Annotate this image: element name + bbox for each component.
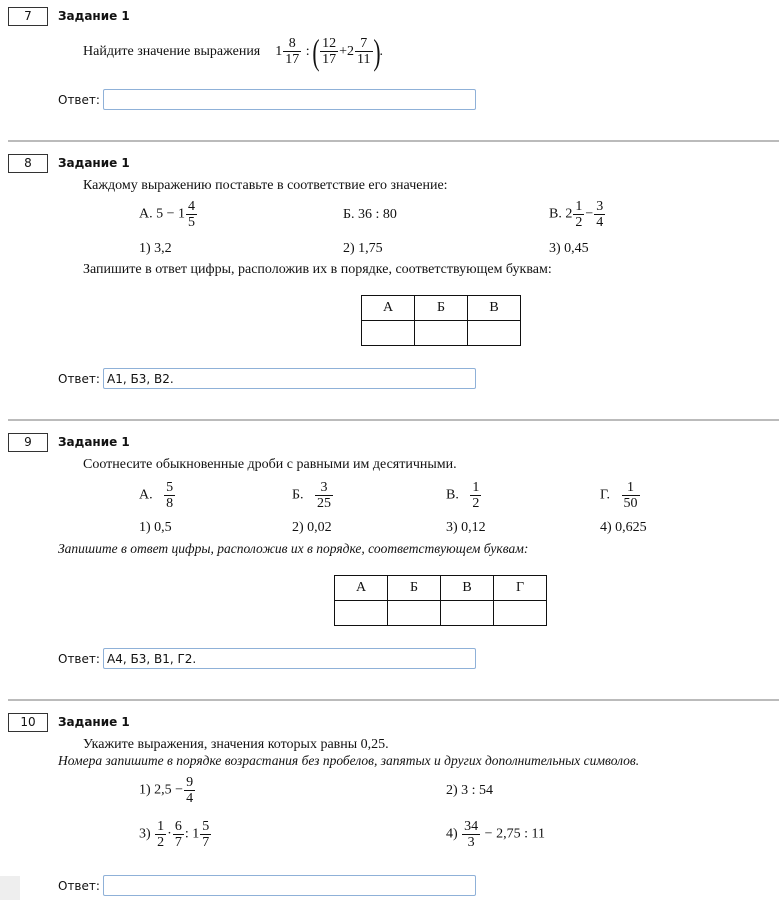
task-8-expr-c xyxy=(549,199,606,230)
frac-den: 50 xyxy=(623,496,638,511)
table-cell xyxy=(415,321,468,346)
task-9-option-2: 2) 0,02 xyxy=(292,520,332,535)
frac-den: 4 xyxy=(186,791,194,806)
expr-minus: − xyxy=(585,206,594,222)
task-7-prompt-line xyxy=(83,32,383,72)
expr-dot: · xyxy=(167,826,172,842)
table-cell xyxy=(468,321,521,346)
task-8-option-1: 1) 3,2 xyxy=(139,241,172,256)
expr-text: : 1 xyxy=(184,826,200,842)
frac-den: 2 xyxy=(575,215,583,230)
table-cell xyxy=(335,601,388,626)
expr-text: 5 − 1 xyxy=(156,206,186,222)
frac-den: 8 xyxy=(166,496,174,511)
fraction xyxy=(622,480,640,511)
task-8-title: Задание 1 xyxy=(58,156,130,170)
frac-num: 3 xyxy=(596,199,604,214)
task-7-answer-input[interactable] xyxy=(103,89,476,110)
task-9-option-4: 4) 0,625 xyxy=(600,520,647,535)
task-7-number: 7 xyxy=(8,7,48,26)
task-8-number: 8 xyxy=(8,154,48,173)
table-header-b: Б xyxy=(388,576,441,601)
letter-label: В. xyxy=(549,206,562,222)
expr-text: 36 : 80 xyxy=(358,207,397,222)
separator xyxy=(8,140,779,142)
task-7-expr xyxy=(275,31,384,72)
expr-text: 3 : 54 xyxy=(461,783,494,798)
expr-frac xyxy=(184,775,195,806)
frac-den: 2 xyxy=(472,496,480,511)
fraction xyxy=(164,480,175,511)
expr-frac xyxy=(573,199,584,230)
table-header-v: В xyxy=(441,576,494,601)
expr-frac xyxy=(155,819,166,850)
frac-den: 2 xyxy=(157,835,165,850)
expr-frac xyxy=(173,819,184,850)
table-cell xyxy=(441,601,494,626)
task-8-expr-b xyxy=(343,207,397,223)
option-label: 1) xyxy=(139,782,151,798)
expr-frac xyxy=(462,819,480,850)
close-paren: ) xyxy=(372,31,381,72)
letter-label: В. xyxy=(446,487,459,503)
letter-label: А. xyxy=(139,206,153,222)
frac-den: 5 xyxy=(188,215,196,230)
expr-period: . xyxy=(379,44,384,59)
letter-label: Г. xyxy=(600,487,611,503)
task-9-option-1: 1) 0,5 xyxy=(139,520,172,535)
task-9-frac-g xyxy=(600,480,641,511)
expr-frac-1 xyxy=(283,36,301,67)
task-8-expr-a xyxy=(139,199,198,230)
frac-num: 1 xyxy=(157,819,165,834)
scroll-corner xyxy=(0,876,20,900)
task-8-prompt: Каждому выражению поставьте в соответствие его значение: xyxy=(83,178,448,193)
task-10-expr-1 xyxy=(139,775,196,806)
expr-whole: 2 xyxy=(565,206,573,222)
frac-den: 17 xyxy=(322,52,337,68)
task-7-prompt: Найдите значение выражения xyxy=(83,44,261,59)
frac-num: 7 xyxy=(355,36,372,52)
task-10-number: 10 xyxy=(8,713,48,732)
task-9-frac-b xyxy=(292,480,334,511)
table-cell xyxy=(362,321,415,346)
task-10-expr-2 xyxy=(446,783,493,799)
table-header-a: А xyxy=(362,296,415,321)
letter-label: А. xyxy=(139,487,153,503)
frac-num: 9 xyxy=(186,775,194,790)
table-header-b: Б xyxy=(415,296,468,321)
task-10-title: Задание 1 xyxy=(58,715,130,729)
task-9-title: Задание 1 xyxy=(58,435,130,449)
task-9-prompt: Соотнесите обыкновенные дроби с равными им десятичными. xyxy=(83,457,457,472)
task-9-option-3: 3) 0,12 xyxy=(446,520,486,535)
option-label: 4) xyxy=(446,826,458,842)
frac-num: 4 xyxy=(188,199,196,214)
frac-den: 4 xyxy=(596,215,604,230)
table-cell xyxy=(388,601,441,626)
task-10-expr-4 xyxy=(446,819,545,850)
open-paren: ( xyxy=(312,31,320,72)
expr-frac-2 xyxy=(320,36,338,67)
task-8-instruction: Запишите в ответ цифры, расположив их в порядке, соответствующем буквам: xyxy=(83,262,552,277)
expr-text: − 2,75 : 11 xyxy=(484,826,545,842)
task-10-expr-3 xyxy=(139,819,212,850)
task-10-prompt: Укажите выражения, значения которых равны 0,25. xyxy=(83,737,389,752)
expr-frac-3 xyxy=(355,36,372,67)
separator xyxy=(8,699,779,701)
task-10-instruction: Номера запишите в порядке возрастания без пробелов, запятых и других дополнительных символов. xyxy=(58,753,640,768)
frac-num: 1 xyxy=(472,480,480,495)
expr-plus: + xyxy=(339,44,348,59)
task-8-option-2: 2) 1,75 xyxy=(343,241,383,256)
expr-frac xyxy=(200,819,211,850)
task-9-frac-v xyxy=(446,480,482,511)
frac-num: 6 xyxy=(174,819,182,834)
frac-num: 5 xyxy=(166,480,174,495)
task-9-number: 9 xyxy=(8,433,48,452)
task-9-answer-table xyxy=(334,575,547,626)
task-8-option-3: 3) 0,45 xyxy=(549,241,589,256)
task-10-answer-input[interactable] xyxy=(103,875,476,896)
letter-label: Б. xyxy=(343,207,355,222)
fraction xyxy=(315,480,333,511)
frac-num: 12 xyxy=(322,36,337,52)
separator xyxy=(8,419,779,421)
expr-frac xyxy=(186,199,197,230)
option-label: 3) xyxy=(139,826,151,842)
frac-den: 17 xyxy=(285,52,300,68)
task-9-instruction: Запишите в ответ цифры, расположив их в порядке, соответствующем буквам: xyxy=(58,541,529,556)
task-7-title: Задание 1 xyxy=(58,9,130,23)
frac-num: 34 xyxy=(464,819,479,834)
expr-whole: 1 xyxy=(275,44,283,59)
frac-num: 1 xyxy=(622,480,640,496)
frac-den: 11 xyxy=(357,52,371,68)
task-9-frac-a xyxy=(139,480,176,511)
table-header-a: А xyxy=(335,576,388,601)
task-10-answer-label: Ответ: xyxy=(58,879,100,893)
table-header-g: Г xyxy=(494,576,547,601)
frac-num: 5 xyxy=(202,819,210,834)
task-8-answer-label: Ответ: xyxy=(58,372,100,386)
expr-whole: 2 xyxy=(347,44,355,59)
table-header-v: В xyxy=(468,296,521,321)
expr-text: 2,5 − xyxy=(154,782,184,798)
frac-num: 3 xyxy=(315,480,333,496)
task-9-answer-input[interactable] xyxy=(103,648,476,669)
task-8-answer-table xyxy=(361,295,521,346)
fraction xyxy=(470,480,481,511)
task-7-answer-label: Ответ: xyxy=(58,93,100,107)
frac-den: 3 xyxy=(467,835,475,850)
table-cell xyxy=(494,601,547,626)
expr-frac xyxy=(594,199,605,230)
expr-colon: : xyxy=(305,44,310,59)
frac-den: 7 xyxy=(202,835,210,850)
frac-den: 7 xyxy=(174,835,182,850)
task-8-answer-input[interactable] xyxy=(103,368,476,389)
frac-num: 8 xyxy=(283,36,301,52)
option-label: 2) xyxy=(446,783,458,798)
frac-den: 25 xyxy=(317,496,332,511)
task-9-answer-label: Ответ: xyxy=(58,652,100,666)
frac-num: 1 xyxy=(575,199,583,214)
letter-label: Б. xyxy=(292,487,304,503)
